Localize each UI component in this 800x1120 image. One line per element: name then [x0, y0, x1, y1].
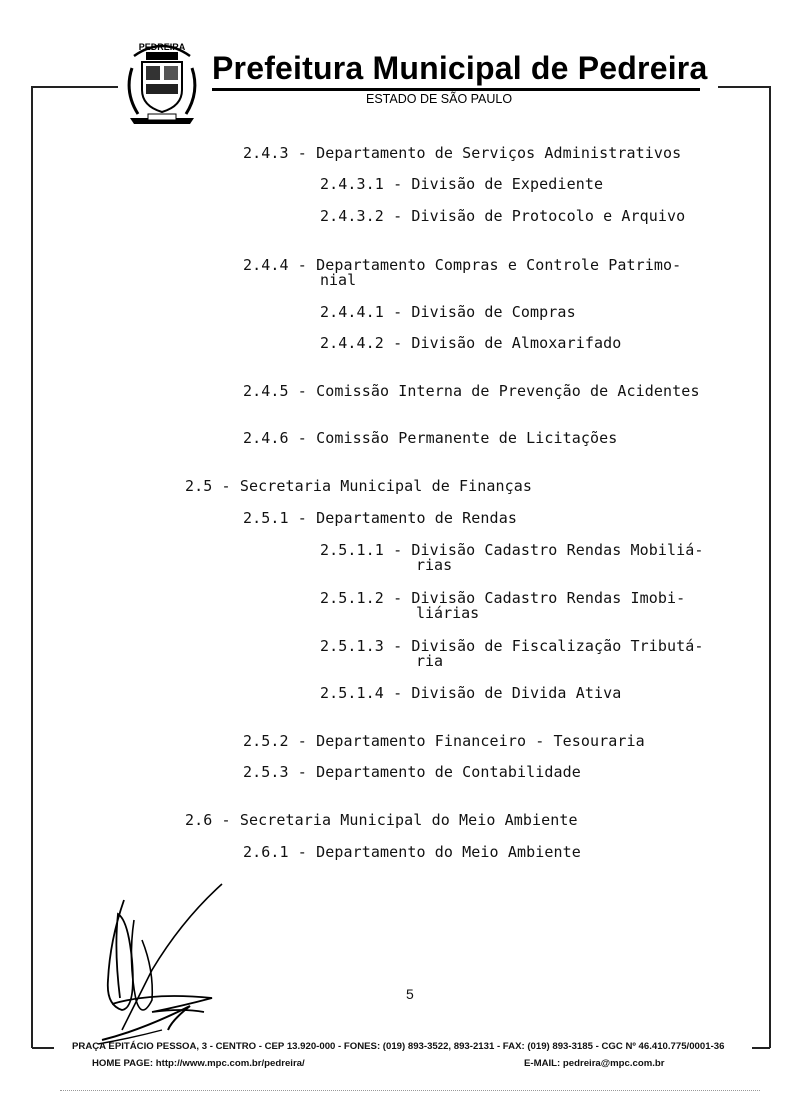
frame-bottom-left	[32, 1047, 54, 1049]
outline-item-2-4-4-2: 2.4.4.2 - Divisão de Almoxarifado	[320, 334, 622, 352]
outline-item-2-4-3-2: 2.4.3.2 - Divisão de Protocolo e Arquivo	[320, 207, 686, 225]
outline-item-2-6: 2.6 - Secretaria Municipal do Meio Ambiente	[185, 811, 578, 829]
outline-item-2-5-2: 2.5.2 - Departamento Financeiro - Tesouraria	[243, 732, 645, 750]
outline-item-2-6-1: 2.6.1 - Departamento do Meio Ambiente	[243, 843, 581, 861]
outline-item-2-4-4-continuation: nial	[320, 271, 357, 289]
page-number: 5	[406, 986, 414, 1002]
footer-address: PRAÇA EPITÁCIO PESSOA, 3 - CENTRO - CEP 13.920-000 - FONES: (019) 893-3522, 893-2131 - FAX: (019) 893-3185 - CGC Nº 46.410.775/0001-36	[72, 1041, 725, 1052]
outline-item-2-4-3: 2.4.3 - Departamento de Serviços Administrativos	[243, 144, 682, 162]
coat-of-arms-icon	[120, 34, 204, 132]
outline-item-2-5-1-2-continuation: liárias	[416, 604, 480, 622]
outline-item-2-5-1-1-continuation: rias	[416, 556, 453, 574]
outline-item-2-5-1-3: 2.5.1.3 - Divisão de Fiscalização Tributá-	[320, 637, 704, 655]
signature-image	[92, 880, 232, 1050]
frame-top-right	[718, 86, 770, 88]
letterhead-title: Prefeitura Municipal de Pedreira	[212, 50, 708, 86]
outline-item-2-4-5: 2.4.5 - Comissão Interna de Prevenção de Acidentes	[243, 382, 700, 400]
outline-item-2-5-1-2: 2.5.1.2 - Divisão Cadastro Rendas Imobi-	[320, 589, 686, 607]
frame-top-left	[32, 86, 118, 88]
outline-item-2-5-1-3-continuation: ria	[416, 652, 444, 670]
frame-left	[31, 86, 33, 1048]
svg-text:PEDREIRA: PEDREIRA	[138, 42, 186, 52]
outline-item-2-4-4: 2.4.4 - Departamento Compras e Controle Patrimo-	[243, 256, 682, 274]
frame-right	[769, 86, 771, 1048]
outline-item-2-5-1-1: 2.5.1.1 - Divisão Cadastro Rendas Mobiliá-	[320, 541, 704, 559]
outline-item-2-4-4-1: 2.4.4.1 - Divisão de Compras	[320, 303, 576, 321]
footer-email: E-MAIL: pedreira@mpc.com.br	[524, 1058, 665, 1069]
outline-item-2-4-6: 2.4.6 - Comissão Permanente de Licitações	[243, 429, 618, 447]
outline-item-2-5-1-4: 2.5.1.4 - Divisão de Divida Ativa	[320, 684, 622, 702]
letterhead-subtitle: ESTADO DE SÃO PAULO	[366, 92, 513, 106]
outline-item-2-5-3: 2.5.3 - Departamento de Contabilidade	[243, 763, 581, 781]
outline-item-2-5: 2.5 - Secretaria Municipal de Finanças	[185, 477, 533, 495]
frame-bottom-right	[752, 1047, 770, 1049]
bottom-dotted-line	[60, 1090, 760, 1091]
outline-item-2-5-1: 2.5.1 - Departamento de Rendas	[243, 509, 517, 527]
footer-home-page: HOME PAGE: http://www.mpc.com.br/pedreira/	[92, 1058, 305, 1069]
outline-item-2-4-3-1: 2.4.3.1 - Divisão de Expediente	[320, 175, 604, 193]
title-underline	[212, 88, 700, 91]
